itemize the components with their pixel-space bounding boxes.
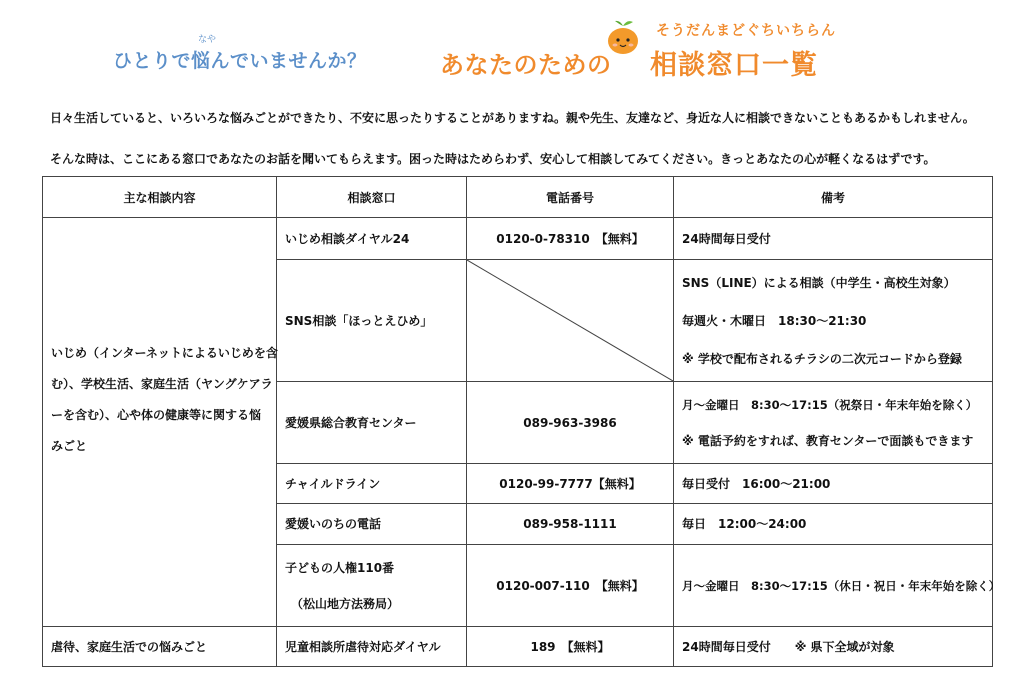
window-sublabel: （松山地方法務局） xyxy=(285,596,400,611)
table-row xyxy=(43,627,993,667)
phone-number-none xyxy=(467,260,674,382)
notes xyxy=(674,464,993,504)
window-label: いじめ相談ダイヤル24 xyxy=(285,231,410,246)
notes xyxy=(674,382,993,464)
window-label: SNS相談「ほっとえひめ」 xyxy=(285,313,433,328)
window-label: チャイルドライン xyxy=(285,476,381,491)
consultation-table xyxy=(42,176,1001,667)
phone-number: 0120-007-110 【無料】 xyxy=(467,545,674,627)
header-phone: 電話番号 xyxy=(467,177,674,218)
window-label: 子どもの人権110番 xyxy=(285,560,395,575)
note-line: ※ 学校で配布されるチラシの二次元コードから登録 xyxy=(682,351,962,366)
intro-line-2: そんな時は、ここにある窓口であなたのお話を聞いてもらえます。困った時はためらわず、安心して相談してみてください。きっとあなたの心が軽くなるはずです。 xyxy=(50,152,936,166)
notes: 24時間毎日受付 ※ 県下全域が対象 xyxy=(674,627,993,667)
phone-number: 089-963-3986 xyxy=(467,382,674,464)
table-header-row xyxy=(43,177,993,218)
topic-line: みごと xyxy=(51,439,88,453)
title-prefix: あなたのための xyxy=(440,51,612,79)
note-line: SNS（LINE）による相談（中学生・高校生対象） xyxy=(682,275,956,290)
notes xyxy=(674,218,993,260)
topic-line: いじめ（インターネットによるいじめを含 xyxy=(51,346,278,360)
topic-bullying xyxy=(43,218,277,627)
window-name xyxy=(277,464,467,504)
phone-number: 189 【無料】 xyxy=(467,627,674,667)
page-header xyxy=(0,0,1024,95)
topic-line: む）、学校生活、家庭生活（ヤングケアラ xyxy=(51,377,273,391)
window-name xyxy=(277,504,467,545)
header-window: 相談窓口 xyxy=(277,177,467,218)
topic-abuse: 虐待、家庭生活での悩みごと xyxy=(43,627,277,667)
table-row xyxy=(43,218,993,260)
intro-line-1: 日々生活していると、いろいろな悩みごとができたり、不安に思ったりすることがありますね。親や先生、友達など、身近な人に相談できないこともあるかもしれません。 xyxy=(50,111,975,125)
note-line: 毎週火・木曜日 18:30～21:30 xyxy=(682,313,867,328)
phone-number: 0120-99-7777【無料】 xyxy=(467,464,674,504)
diagonal-slash xyxy=(467,260,673,381)
window-label: 愛媛いのちの電話 xyxy=(285,517,382,531)
window-name xyxy=(277,218,467,260)
orange-mascot-icon xyxy=(606,18,640,56)
window-label: 愛媛県総合教育センター xyxy=(285,415,417,430)
notes xyxy=(674,504,993,545)
note-line: ※ 電話予約をすれば、教育センターで面談もできます xyxy=(682,433,974,448)
window-name xyxy=(277,545,467,627)
window-name xyxy=(277,382,467,464)
notes xyxy=(674,260,993,382)
note-line: 毎日 12:00～24:00 xyxy=(682,517,807,531)
subtitle-ruby: なや xyxy=(198,35,217,45)
title-reading: そうだんまどぐちいちらん xyxy=(656,23,836,39)
header-topic: 主な相談内容 xyxy=(43,177,277,218)
notes xyxy=(674,545,1001,627)
subtitle: ひとりで悩んでいませんか？ xyxy=(113,50,367,72)
page-title: 相談窓口一覧 xyxy=(650,50,818,81)
window-name xyxy=(277,260,467,382)
header-notes: 備考 xyxy=(674,177,993,218)
phone-number: 0120-0-78310 【無料】 xyxy=(467,218,674,260)
window-name: 児童相談所虐待対応ダイヤル xyxy=(277,627,467,667)
note-line: 毎日受付 16:00～21:00 xyxy=(682,476,831,491)
note-line: 24時間毎日受付 xyxy=(682,231,771,246)
note-line: 月～金曜日 8:30～17:15（祝祭日・年末年始を除く） xyxy=(682,397,978,412)
topic-line: ーを含む）、心や体の健康等に関する悩 xyxy=(51,408,262,422)
note-line: 月～金曜日 8:30～17:15（休日・祝日・年末年始を除く） xyxy=(682,578,1001,593)
phone-number: 089-958-1111 xyxy=(467,504,674,545)
